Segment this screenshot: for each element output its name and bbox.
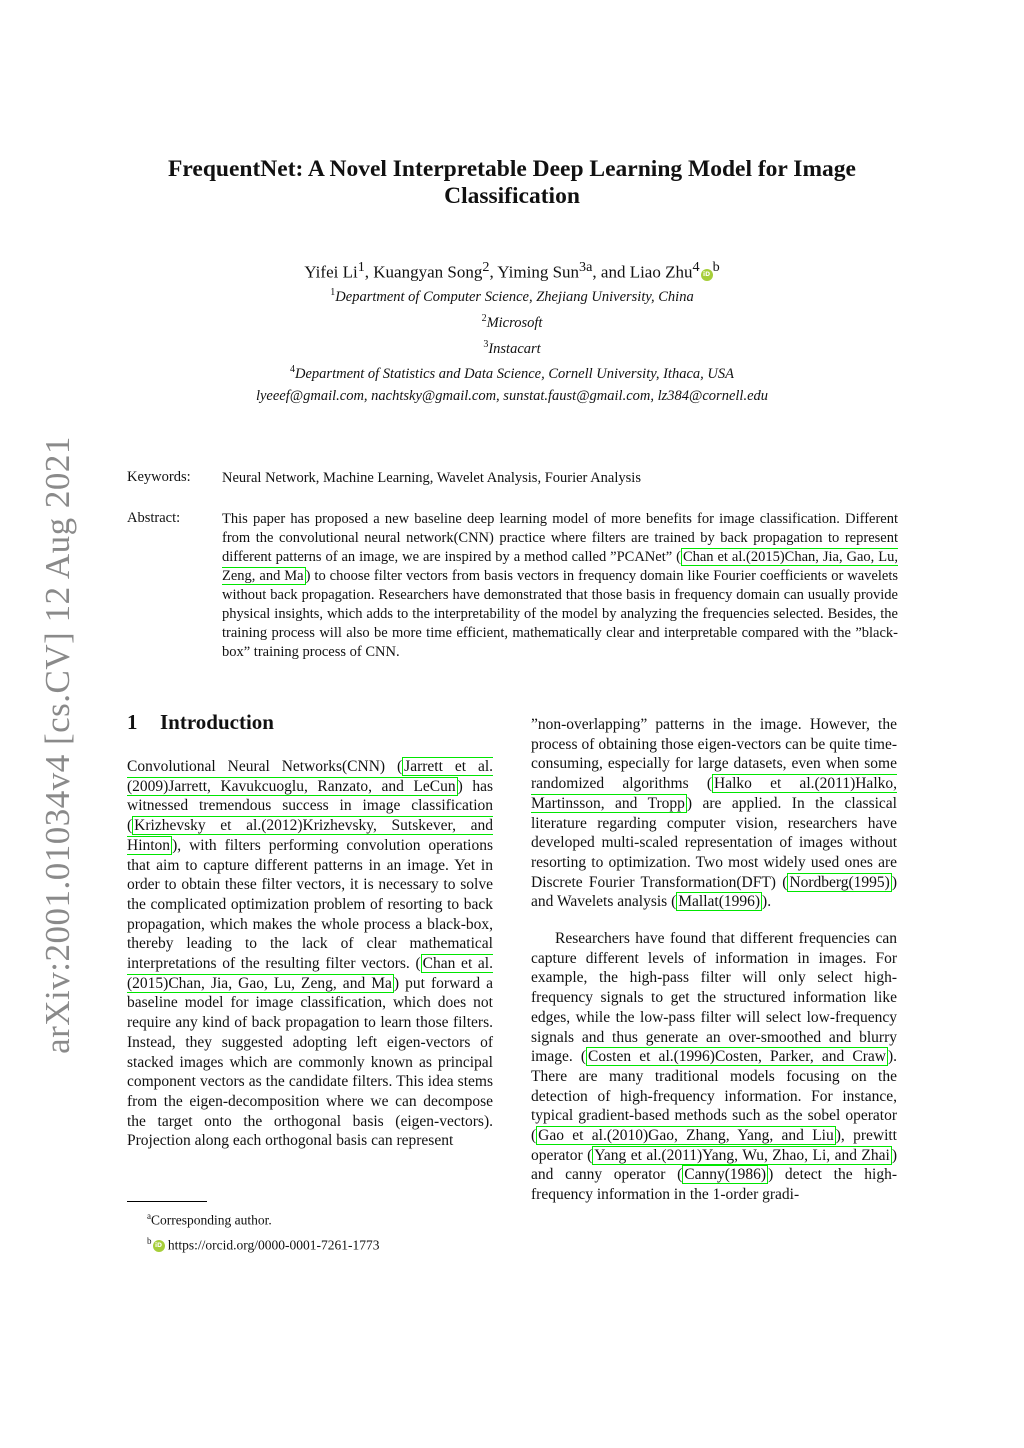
affiliation-line: $^3$Instacart [483,338,541,357]
footnote: $^b$ iD https://orcid.org/0000-0001-7261-1773 [147,1235,380,1252]
author-name: Kuangyan Song [373,262,483,282]
citation-link[interactable]: Krizhevsky et al.(2012)Krizhevsky, Sutskever, and Hinton [127,817,493,854]
citation-link[interactable]: Costen et al.(1996)Costen, Parker, and Craw [588,1048,886,1066]
citation-link[interactable]: Mallat(1996) [678,893,761,911]
intro-right-column [531,715,897,1205]
citation-link[interactable]: Chan et al.(2015)Chan, Jia, Gao, Lu, Zeng, and Ma [222,549,898,584]
author-emails: lyeeef@gmail.com, nachtsky@gmail.com, sunstat.faust@gmail.com, lz384@cornell.edu [255,388,769,405]
section-heading [127,710,274,735]
citation-link[interactable]: Halko et al.(2011)Halko, Martinsson, and Tropp [531,775,897,812]
author-affil-sup: 1 [357,259,365,275]
abstract-text: This paper has proposed a new baseline deep learning model of more benefits for image classification. Different from the convolutional neural network(CNN) practice where filters are trained by back propagation to represent different patterns of an image, we are inspired by a method called ”PCANet” ( Chan et al.(2015)Chan, Jia, Gao, Lu, Zeng, and Ma ) to choose filter vectors from basis vectors in frequency domain like Fourier coefficients or wavelets without back propagation. Researchers have demonstrated that those basis in frequency domain can usually provide physical insights, which adds to the interpretability of the model by analyzing the frequencies selected. Besides, the training process will also be more time efficient, mathematically clear and interpretable compared with the ”black-box” training process of CNN. [222,511,898,660]
footnote: $^a$Corresponding author. [147,1211,272,1228]
orcid-icon[interactable]: iD [153,1240,165,1252]
keywords-label: Keywords: [127,469,191,485]
footnote-divider [127,1201,207,1202]
arxiv-identifier-stamp: arXiv:2001.01034v4 [cs.CV] 12 Aug 2021 [38,436,77,1054]
affiliations [120,282,904,407]
affiliation-line: $^2$Microsoft [481,312,543,331]
affiliation-line: $^1$Department of Computer Science, Zhejiang University, China [330,287,694,305]
author-affil-sup: 2 [482,259,490,275]
intro-paragraph: ”non-overlapping” patterns in the image. However, the process of obtaining those eigen-vectors can be quite time-consuming, especially for large datasets, even when some randomized algorithms ( Halko et al.(2011)Halko, Martinsson, and Tropp ) are applied. In the classical literature regarding computer vision, researchers have developed multi-scaled representation of images without resorting to optimization. Two most widely used ones are Discrete Fourier Transformation(DFT) ( Nordberg(1995) ) and Wavelets analysis ( Mallat(1996) ). [531,716,897,911]
citation-link[interactable]: Chan et al.(2015)Chan, Jia, Gao, Lu, Zeng, and Ma [127,955,493,992]
intro-paragraph: Researchers have found that different frequencies can capture different levels of information in images. For example, the high-pass filter will only select high-frequency signals to get the structured information like edges, while the low-pass filter will select low-frequency signals and thus generate an over-smoothed and blurry image. ( Costen et al.(1996)Costen, Parker, and Craw ). There are many traditional models focusing on the detection of high-frequency information. For instance, typical gradient-based methods such as the sobel operator ( Gao et al.(2010)Gao, Zhang, Yang, and Liu ), prewitt operator ( Yang et al.(2011)Yang, Wu, Zhao, Li, and Zhai ) and canny operator ( Canny(1986) ) detect the high-frequency information in the 1-order gradi- [531,930,897,1204]
intro-paragraph: Convolutional Neural Networks(CNN) ( Jarrett et al.(2009)Jarrett, Kavukcuoglu, Ranzato, and LeCun ) has witnessed tremendous success in image classification ( Krizhevsky et al.(2012)Krizhevsky, Sutskever, and Hinton ), with filters performing convolution operations that aim to capture different patterns in an image. Yet in order to obtain these filter vectors, it is necessary to solve the complicated optimization problem of resorting to back propagation, which makes the whole process a black-box, thereby leading to the lack of clear mathematical interpretations of the resulting filter vectors. ( Chan et al.(2015)Chan, Jia, Gao, Lu, Zeng, and Ma ) put forward a baseline model for image classification, which does not require any kind of back propagation to learn those filters. Instead, they suggested adopting left eigen-vectors of stacked images which are commonly known as principal component vectors as the candidate filters. This idea stems from the eigen-decomposition where we can decompose the target onto the orthogonal basis (eigen-vectors). Projection along each orthogonal basis can represent [127,758,493,1150]
section-title: Introduction [160,710,274,734]
orcid-url[interactable]: https://orcid.org/0000-0001-7261-1773 [167,1237,380,1252]
citation-link[interactable]: Jarrett et al.(2009)Jarrett, Kavukcuoglu, Ranzato, and LeCun [127,758,493,795]
author-footnote-sup: b [712,259,720,275]
citation-link[interactable]: Nordberg(1995) [789,873,890,891]
paper-title: FrequentNet: A Novel Interpretable Deep Learning Model for Image Classification [168,156,856,209]
author-affil-sup: 4 [692,259,700,275]
orcid-icon[interactable]: iD [701,269,713,281]
footnotes [147,1206,380,1255]
keywords-text: Neural Network, Machine Learning, Wavelet Analysis, Fourier Analysis [222,470,641,486]
author-name: Yifei Li [304,262,358,282]
author-list: Yifei Li$^1$, Kuangyan Song$^2$, Yiming Sun$^{3a}$, and Liao Zhu$^4$ iD $^b$ [304,259,720,282]
abstract-label: Abstract: [127,510,181,526]
section-number: 1 [127,710,138,734]
affiliation-line: $^4$Department of Statistics and Data Science, Cornell University, Ithaca, USA [290,364,734,383]
citation-link[interactable]: Canny(1986) [684,1166,767,1184]
author-name: Liao Zhu [629,262,693,282]
citation-link[interactable]: Gao et al.(2010)Gao, Zhang, Yang, and Liu [538,1127,834,1145]
citation-link[interactable]: Yang et al.(2011)Yang, Wu, Zhao, Li, and Zhai [594,1146,890,1164]
author-affil-sup: 3a [579,259,593,275]
author-name: Yiming Sun [497,262,580,282]
intro-left-column [127,757,493,1151]
